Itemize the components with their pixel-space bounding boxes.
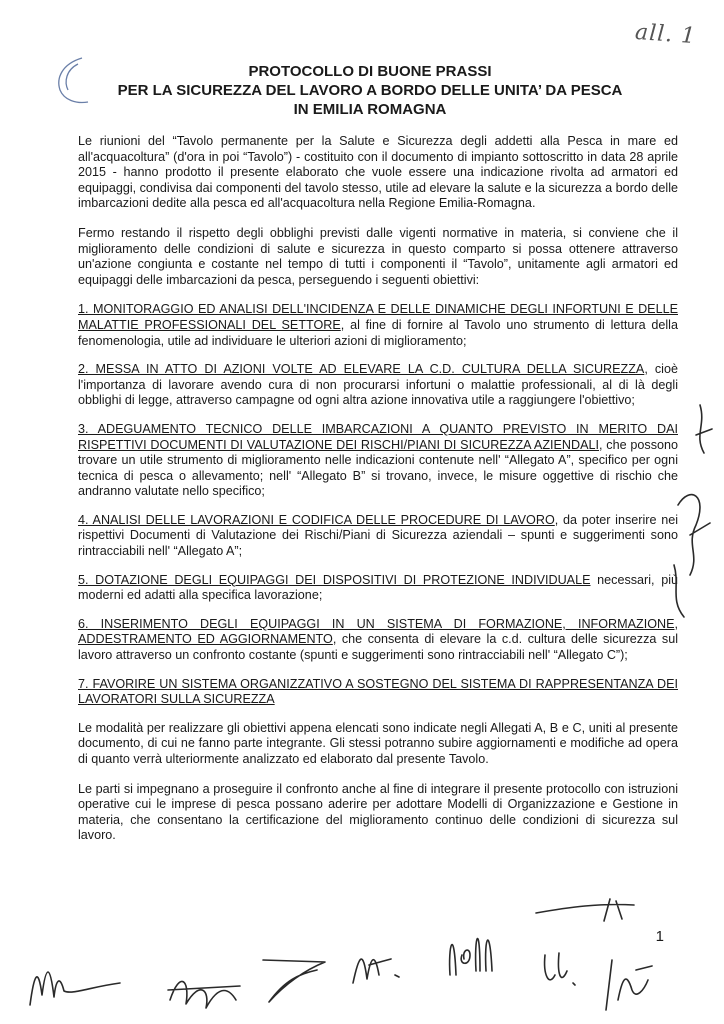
signature-5 [440, 915, 510, 985]
intro-paragraph: Le riunioni del “Tavolo permanente per la Salute e Sicurezza degli addetti alla Pesca in mare ed all'acquacoltura” (d'ora in poi “Tavolo”) - costituito con il documento di impianto sottoscritto in data 28 aprile 2015 - hanno prodotto il presente elaborato che vuole essere una indicazione rivolta ad armatori ed equipaggi, condivisa dai componenti del tavolo stesso, utile ad elevare la salute e la sicurezza a bordo delle imbarcazioni dedite alla pesca ed all'acquacoltura nella Regione Emilia-Romagna. [78, 134, 678, 211]
signature-1 [20, 925, 130, 1020]
title-line-2: PER LA SICUREZZA DEL LAVORO A BORDO DELLE UNITA’ DA PESCA [117, 82, 623, 99]
objective-heading: 6. INSERIMENTO DEGLI EQUIPAGGI IN UN SISTEMA DI FORMAZIONE, INFORMAZIONE, ADDESTRAMENTO ED AGGIORNAMENTO [78, 616, 678, 647]
objective-text: necessari, più moderni ed adatti alla specifica lavorazione; [78, 572, 679, 603]
objective-text: , da poter inserire nei rispettivi Documenti di Valutazione dei Rischi/Piani di Sicurezza aziendali – spunti e suggerimenti sono rintracciabili nell' “Allegato A”; [78, 512, 678, 559]
document-title [60, 62, 680, 119]
objective-heading: 4. ANALISI DELLE LAVORAZIONI E CODIFICA DELLE PROCEDURE DI LAVORO [78, 512, 555, 527]
title-line-1: PROTOCOLLO DI BUONE PRASSI [248, 63, 492, 80]
handwritten-annotation: all. 1 [634, 19, 697, 50]
objective-heading: 2. MESSA IN ATTO DI AZIONI VOLTE AD ELEVARE LA C.D. CULTURA DELLA SICUREZZA [78, 362, 645, 377]
closing-paragraph-2: Le parti si impegnano a proseguire il confronto anche al fine di integrare il presente protocollo con istruzioni operative cui le imprese di pesca possano aderire per adottare Modelli di Organizzazione e Gestione in materia, che consentano la certificazione del miglioramento continuo delle condizioni di sicurezza sul lavoro. [78, 781, 678, 843]
objective-text: , cioè l'importanza di lavorare avendo cura di non procurarsi infortuni o malattie professionali, al di là degli obblighi di legge, attraverso campagne od ogni altra azione innovativa utile a raggiungere l'obiettivo; [78, 362, 678, 408]
signature-2 [160, 960, 250, 1020]
objective-7 [78, 677, 678, 708]
objective-heading: 1. MONITORAGGIO ED ANALISI DELL'INCIDENZA E DELLE DINAMICHE DEGLI INFORTUNI E DELLE MALATTIE PROFESSIONALI DEL SETTORE [78, 302, 678, 332]
objective-text: , che possono trovare un utile strumento di miglioramento nelle indicazioni contenute nell' “Allegato A”, specifico per ogni tecnica di pesca o allevamento; nell' “Allegato B” si trovano, invece, le misure oggettive di rischio che andranno valutate nello specifico; [78, 437, 678, 499]
objective-heading: 3. ADEGUAMENTO TECNICO DELLE IMBARCAZIONI A QUANTO PREVISTO IN MERITO DAI RISPETTIVI DOCUMENTI DI VALUTAZIONE DEI RISCHI/PIANI DI SICUREZZA AZIENDALI [78, 421, 678, 452]
objective-heading: 5. DOTAZIONE DEGLI EQUIPAGGI DEI DISPOSITIVI DI PROTEZIONE INDIVIDUALE [78, 572, 591, 587]
page-number: 1 [655, 928, 664, 945]
document-body [78, 134, 678, 858]
signature-8 [530, 895, 640, 925]
objective-2 [78, 362, 678, 409]
objective-3 [78, 422, 678, 500]
objective-heading: 7. FAVORIRE UN SISTEMA ORGANIZZATIVO A SOSTEGNO DEL SISTEMA DI RAPPRESENTANZA DEI LAVORATORI SULLA SICUREZZA [78, 676, 678, 707]
signature-3 [255, 950, 335, 1010]
signature-6 [535, 935, 585, 995]
objective-text: , al fine di fornire al Tavolo uno strumento di lettura della fenomenologia, utile ad individuare le ulteriori azioni di miglioramento; [78, 317, 678, 348]
closing-paragraph-1: Le modalità per realizzare gli obiettivi appena elencati sono indicate negli Allegati A, B e C, uniti al presente documento, di cui ne fanno parte integrante. Gli stessi potranno subire aggiornamenti e modifiche ad opera di quanto verrà ulteriormente analizzato ed elaborato dal presente Tavolo. [78, 720, 678, 766]
objective-5 [78, 573, 678, 604]
objective-4 [78, 513, 678, 560]
objective-1 [78, 302, 678, 349]
premise-paragraph: Fermo restando il rispetto degli obblighi previsti dalle vigenti normative in materia, si conviene che il miglioramento delle condizioni di salute e sicurezza in questo comparto si possa ottenere attraverso un'azione congiunta e costante nel tempo di tutti i componenti il “Tavolo”, unitamente agli armatori ed equipaggi delle imbarcazioni da pesca, perseguendo i seguenti obiettivi: [78, 225, 678, 287]
title-line-3: IN EMILIA ROMAGNA [293, 101, 447, 118]
signature-7 [592, 930, 662, 1020]
objective-6 [78, 617, 678, 664]
margin-signature [660, 395, 720, 625]
signature-4 [345, 935, 415, 995]
objective-text: , che consenta di elevare la c.d. cultura delle sicurezza sul lavoro attraverso un confronto costante (spunti e suggerimenti sono rintracciabili nell' “Allegato C”); [78, 632, 679, 663]
